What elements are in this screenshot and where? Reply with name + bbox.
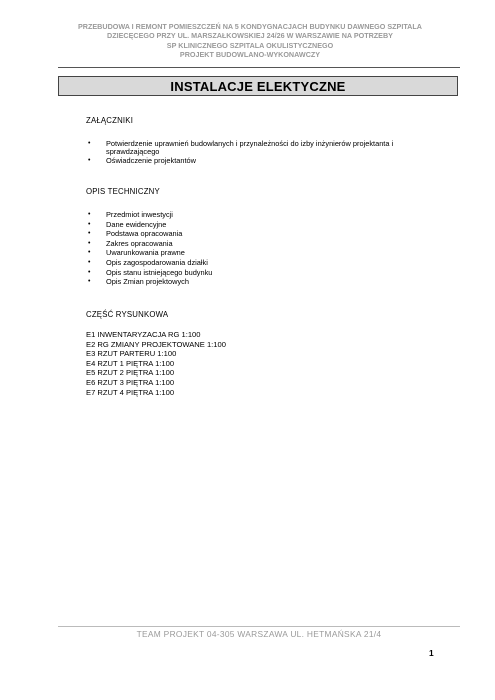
list-item xyxy=(86,240,406,248)
document-footer: TEAM PROJEKT 04-305 WARSZAWA UL. HETMAŃSKA 21/4 xyxy=(136,629,382,639)
technical-heading: OPIS TECHNICZNY xyxy=(86,187,160,196)
bullet-icon: • xyxy=(88,278,91,286)
header-line-1: PRZEBUDOWA I REMONT POMIESZCZEŃ NA 5 KONDYGNACJACH BUDYNKU DAWNEGO SZPITALA xyxy=(78,22,422,31)
bullet-icon: • xyxy=(88,230,91,238)
drawing-item: E2 RG ZMIANY PROJEKTOWANE 1:100 xyxy=(86,339,226,349)
bullet-icon: • xyxy=(88,249,91,257)
drawing-item: E4 RZUT 1 PIĘTRA 1:100 xyxy=(86,358,175,368)
bullet-icon: • xyxy=(88,268,91,276)
list-item xyxy=(86,140,406,157)
list-item xyxy=(86,221,406,229)
drawing-item: E3 RZUT PARTERU 1:100 xyxy=(86,349,177,359)
drawing-item: E7 RZUT 4 PIĘTRA 1:100 xyxy=(86,387,175,397)
list-item-label: Dane ewidencyjne xyxy=(106,219,167,229)
bullet-icon: • xyxy=(88,156,91,164)
page-number: 1 xyxy=(429,648,434,658)
drawings-heading: CZĘŚĆ RYSUNKOWA xyxy=(86,310,169,319)
list-item-label: Opis Zmian projektowych xyxy=(106,277,189,287)
bullet-icon: • xyxy=(88,258,91,266)
list-item-label: Potwierdzenie uprawnień budowlanych i przynależności do izby inżynierów projektanta i sprawdzającego xyxy=(106,139,394,157)
list-item xyxy=(86,211,406,219)
list-item-label: Oświadczenie projektantów xyxy=(106,155,196,165)
list-item xyxy=(86,278,406,286)
drawings-list xyxy=(86,330,226,397)
list-item xyxy=(86,259,406,267)
header-line-2: DZIECĘCEGO PRZY UL. MARSZAŁKOWSKIEJ 24/26 W WARSZAWIE NA POTRZEBY xyxy=(107,31,393,41)
list-item xyxy=(86,249,406,257)
section-title-box: INSTALACJE ELEKTYCZNE xyxy=(58,76,458,96)
bullet-icon: • xyxy=(88,211,91,218)
attachments-heading: ZAŁĄCZNIKI xyxy=(86,116,134,125)
attachments-list xyxy=(86,140,406,165)
document-header xyxy=(40,22,460,60)
list-item-label: Opis stanu istniejącego budynku xyxy=(106,267,213,277)
list-item-label: Zakres opracowania xyxy=(106,238,173,248)
footer-divider xyxy=(58,626,460,627)
bullet-icon: • xyxy=(88,140,91,147)
header-line-4: PROJEKT BUDOWLANO-WYKONAWCZY xyxy=(179,50,321,60)
list-item xyxy=(86,230,406,238)
list-item-label: Podstawa opracowania xyxy=(106,229,183,239)
drawing-item: E6 RZUT 3 PIĘTRA 1:100 xyxy=(86,377,175,387)
header-divider xyxy=(58,67,460,68)
drawing-item: E1 INWENTARYZACJA RG 1:100 xyxy=(86,330,201,339)
list-item xyxy=(86,157,406,165)
bullet-icon: • xyxy=(88,220,91,228)
bullet-icon: • xyxy=(88,239,91,247)
drawing-item: E5 RZUT 2 PIĘTRA 1:100 xyxy=(86,368,175,378)
list-item-label: Uwarunkowania prawne xyxy=(106,248,185,258)
list-item-label: Opis zagospodarowania działki xyxy=(106,257,208,267)
list-item xyxy=(86,269,406,277)
technical-list xyxy=(86,211,406,288)
header-line-3: SP KLINICZNEGO SZPITALA OKULISTYCZNEGO xyxy=(166,40,334,50)
list-item-label: Przedmiot inwestycji xyxy=(106,210,173,219)
